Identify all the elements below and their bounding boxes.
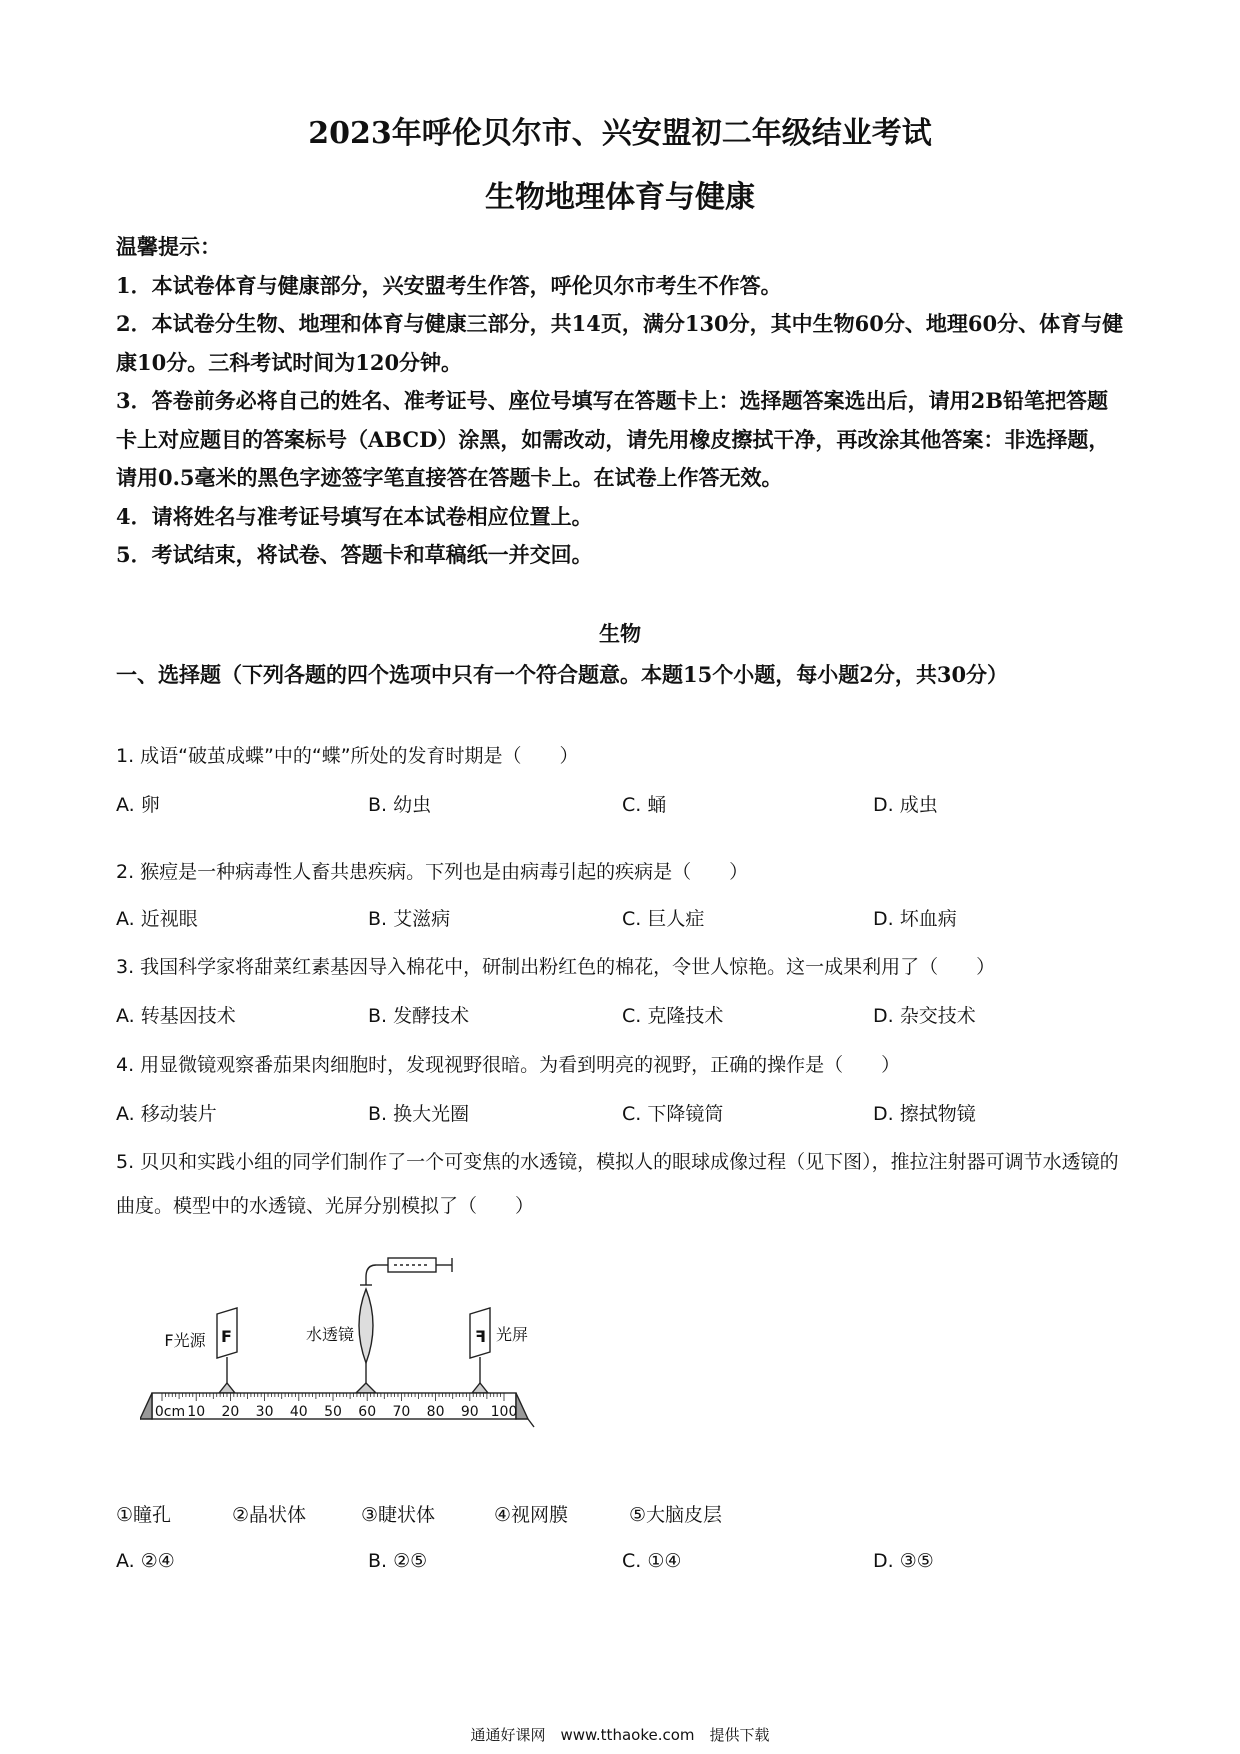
option-b: B. ②⑤: [368, 1550, 428, 1572]
note-item: 2．本试卷分生物、地理和体育与健康三部分，共14页，满分130分，其中生物60分、地理60分、体育与健康10分。三科考试时间为120分钟。: [116, 311, 1124, 375]
option-d: D. ③⑤: [873, 1550, 934, 1572]
scale-label: 0cm: [154, 1404, 186, 1420]
option-c: C. 下降镜筒: [622, 1103, 724, 1125]
option-b: B. 幼虫: [368, 794, 432, 816]
option-b: B. 艾滋病: [368, 908, 451, 930]
option-d: D. 成虫: [873, 794, 938, 816]
scale-label: 50: [324, 1404, 342, 1420]
optical-bench: [140, 1393, 534, 1427]
option-a: A. 转基因技术: [116, 1005, 236, 1027]
notes-heading: 温馨提示：: [116, 234, 221, 259]
scale-label: 70: [392, 1404, 411, 1420]
scale-label: 80: [426, 1404, 445, 1420]
option-a: A. 近视眼: [116, 908, 198, 930]
option-d: D. 坏血病: [873, 908, 957, 930]
light-source-label: F光源: [164, 1331, 206, 1350]
screen-letter: F: [475, 1327, 486, 1346]
option-b: B. 发酵技术: [368, 1005, 470, 1027]
eye-model-figure: [140, 1245, 580, 1444]
organ-item: ⑤大脑皮层: [629, 1504, 723, 1526]
organ-item: ③睫状体: [361, 1504, 436, 1526]
scale-label: 20: [221, 1404, 240, 1420]
option-d: D. 擦拭物镜: [873, 1103, 976, 1125]
option-d: D. 杂交技术: [873, 1005, 976, 1027]
question-stem: 1. 成语“破茧成蝶”中的“蝶”所处的发育时期是（ ）: [116, 745, 579, 767]
light-source-icon: [217, 1308, 237, 1393]
notes-block: [116, 228, 1126, 575]
note-item: 5．考试结束，将试卷、答题卡和草稿纸一并交回。: [116, 542, 593, 567]
question-stem: 5. 贝贝和实践小组的同学们制作了一个可变焦的水透镜，模拟人的眼球成像过程（见下图），推拉注射器可调节水透镜的曲度。模型中的水透镜、光屏分别模拟了（ ）: [116, 1151, 1119, 1217]
scale-label: 30: [255, 1404, 274, 1420]
source-letter: F: [221, 1327, 232, 1346]
screen-label: 光屏: [495, 1325, 529, 1344]
option-c: C. 巨人症: [622, 908, 705, 930]
note-item: 1．本试卷体育与健康部分，兴安盟考生作答，呼伦贝尔市考生不作答。: [116, 272, 782, 298]
question-stem: 2. 猴痘是一种病毒性人畜共患疾病。下列也是由病毒引起的疾病是（ ）: [116, 861, 749, 883]
note-item: 4．请将姓名与准考证号填写在本试卷相应位置上。: [116, 503, 593, 529]
eye-model-diagram: [140, 1245, 580, 1440]
scale-label: 40: [289, 1404, 308, 1420]
option-c: C. 蛹: [622, 794, 667, 816]
organ-item: ④视网膜: [494, 1504, 569, 1526]
question-stem: 3. 我国科学家将甜菜红素基因导入棉花中，研制出粉红色的棉花，令世人惊艳。这一成果利用了（ ）: [116, 956, 996, 978]
part-heading: 一、选择题（下列各题的四个选项中只有一个符合题意。本题15个小题，每小题2分，共30分）: [116, 662, 1009, 687]
section-title: 生物: [599, 621, 641, 646]
exam-subtitle: 生物地理体育与健康: [485, 180, 755, 215]
option-a: A. 卵: [116, 794, 160, 816]
note-item: 3．答卷前务必将自己的姓名、准考证号、座位号填写在答题卡上：选择题答案选出后，请用2B铅笔把答题卡上对应题目的答案标号（ABCD）涂黑，如需改动，请先用橡皮擦拭干净，再改涂其他答案：非选择题，请用0.5毫米的黑色字迹签字笔直接答在答题卡上。在试卷上作答无效。: [116, 388, 1110, 490]
syringe-icon: [366, 1258, 452, 1285]
page-footer: 通通好课网 www.tthaoke.com 提供下载: [470, 1726, 770, 1744]
option-c: C. 克隆技术: [622, 1005, 724, 1027]
scale-label: 100: [490, 1404, 518, 1420]
question-stem: 4. 用显微镜观察番茄果肉细胞时，发现视野很暗。为看到明亮的视野，正确的操作是（ ）: [116, 1054, 901, 1076]
option-a: A. ②④: [116, 1550, 175, 1572]
scale-label: 90: [460, 1404, 479, 1420]
option-c: C. ①④: [622, 1550, 682, 1572]
water-lens-label: 水透镜: [305, 1325, 355, 1344]
option-b: B. 换大光圈: [368, 1103, 470, 1125]
water-lens-icon: [356, 1285, 376, 1393]
screen-icon: [470, 1308, 490, 1393]
option-a: A. 移动装片: [116, 1103, 217, 1125]
organ-item: ①瞳孔: [116, 1504, 172, 1526]
exam-title: 2023年呼伦贝尔市、兴安盟初二年级结业考试: [308, 116, 932, 151]
scale-label: 60: [358, 1404, 377, 1420]
scale-label: 10: [187, 1404, 206, 1420]
organ-item: ②晶状体: [232, 1504, 307, 1526]
